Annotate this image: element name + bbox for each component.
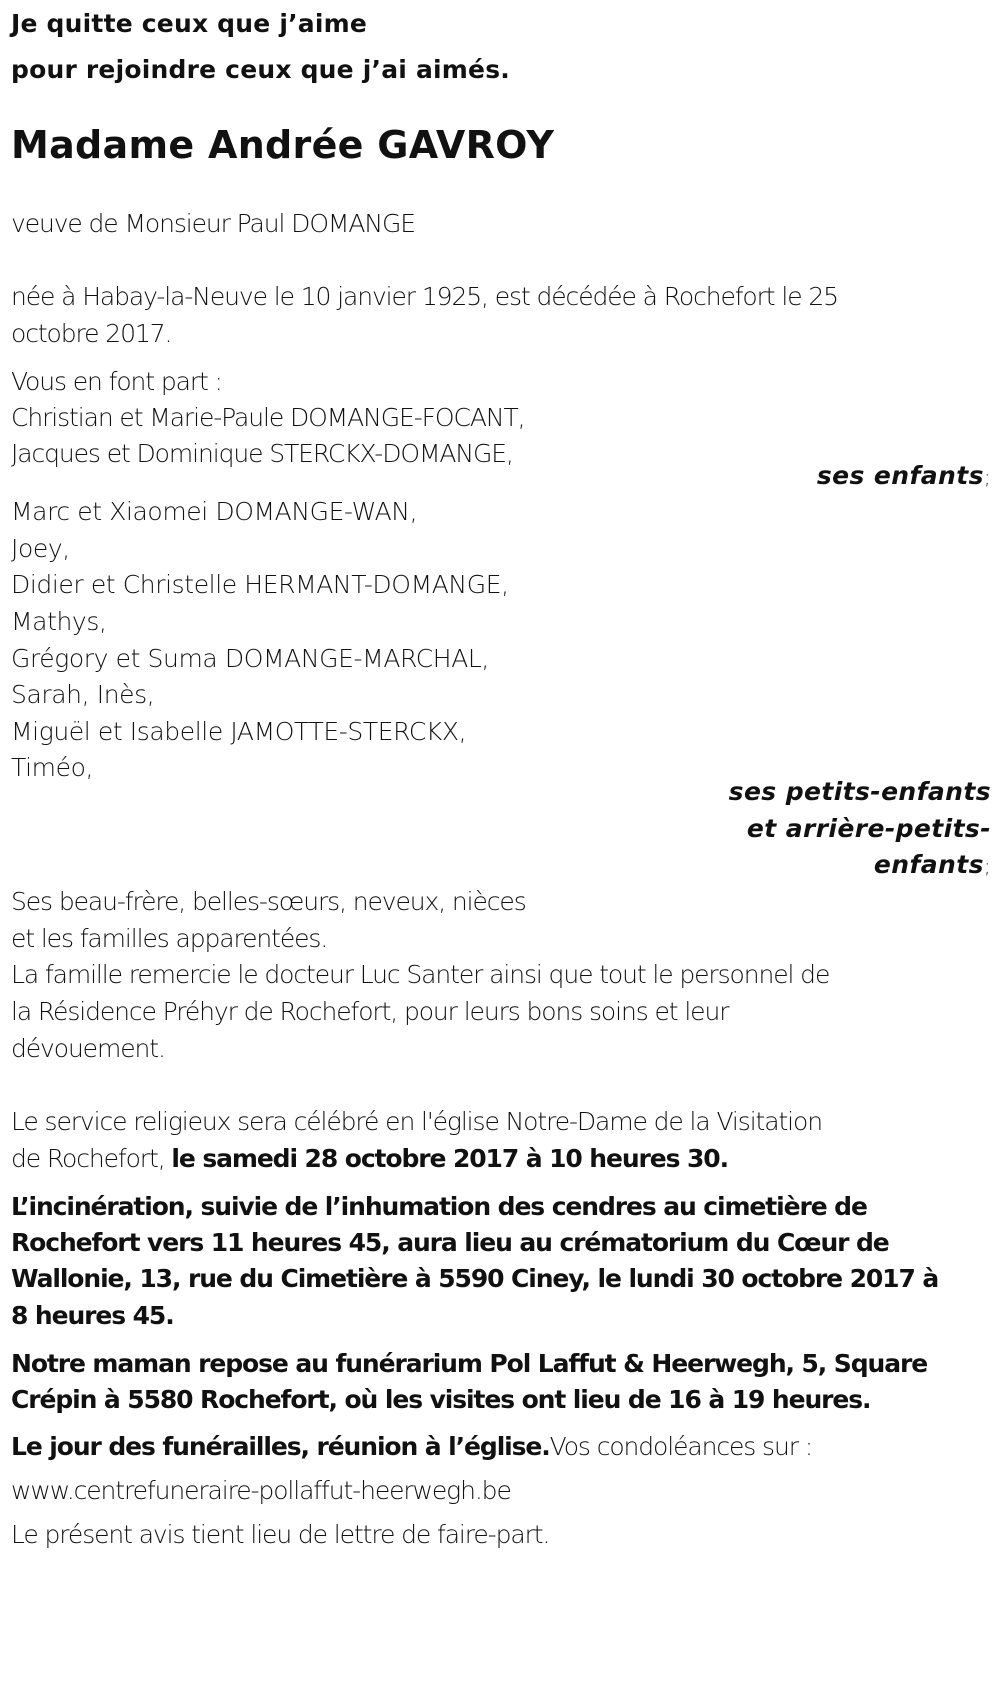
- cremation-line-1: L’incinération, suivie de l’inhumation des cendres au cimetière de: [11, 1192, 867, 1221]
- grandchild-entry: Timéo,: [11, 753, 94, 782]
- grandchild-entry: Sarah, Inès,: [11, 680, 155, 709]
- children-role-label: [817, 459, 991, 494]
- service-line-1: Le service religieux sera célébré en l'église Notre-Dame de la Visitation: [11, 1107, 822, 1136]
- grandchildren-role-line-1: ses petits-enfants: [728, 777, 991, 806]
- grandchild-entry: Grégory et Suma DOMANGE-MARCHAL,: [11, 644, 489, 673]
- grandchild-entry: Marc et Xiaomei DOMANGE-WAN,: [11, 497, 418, 526]
- service-line-2: [11, 1142, 728, 1176]
- epigraph-line-1: Je quitte ceux que j’aime: [11, 9, 368, 38]
- spouse-line: veuve de Monsieur Paul DOMANGE: [11, 209, 415, 238]
- thanks-line-3: dévouement.: [11, 1034, 165, 1063]
- meeting-info: Le jour des funérailles, réunion à l’église.: [11, 1432, 550, 1461]
- announcement-intro: Vous en font part :: [11, 367, 222, 396]
- meeting-line: [11, 1430, 812, 1464]
- grandchild-entry: Miguël et Isabelle JAMOTTE-STERCKX,: [11, 717, 467, 746]
- child-entry: Christian et Marie-Paule DOMANGE-FOCANT,: [11, 403, 525, 432]
- role-text: enfants: [873, 850, 984, 879]
- role-text: ses enfants: [816, 461, 984, 490]
- closing-line: Le présent avis tient lieu de lettre de faire-part.: [11, 1520, 550, 1549]
- cremation-line-2: Rochefort vers 11 heures 45, aura lieu au crématorium du Cœur de: [11, 1228, 889, 1257]
- service-datetime: le samedi 28 octobre 2017 à 10 heures 30.: [171, 1144, 728, 1173]
- grandchildren-role-line-3: [874, 848, 991, 883]
- epigraph-line-2: pour rejoindre ceux que j’ai aimés.: [11, 55, 510, 84]
- role-punct: ;: [983, 854, 991, 878]
- grandchild-entry: Joey,: [11, 534, 70, 563]
- birth-death-line-1: née à Habay-la-Neuve le 10 janvier 1925, est décédée à Rochefort le 25: [11, 282, 838, 311]
- grandchild-entry: Didier et Christelle HERMANT-DOMANGE,: [11, 570, 509, 599]
- grandchild-entry: Mathys,: [11, 607, 107, 636]
- others-line-2: et les familles apparentées.: [11, 924, 328, 953]
- thanks-line-2: la Résidence Préhyr de Rochefort, pour leurs bons soins et leur: [11, 997, 729, 1026]
- others-line-1: Ses beau-frère, belles-sœurs, neveux, nièces: [11, 887, 526, 916]
- child-entry: Jacques et Dominique STERCKX-DOMANGE,: [11, 439, 513, 468]
- role-punct: ;: [983, 465, 991, 489]
- funerarium-line-2: Crépin à 5580 Rochefort, où les visites ont lieu de 16 à 19 heures.: [11, 1385, 871, 1414]
- grandchildren-role-line-2: et arrière-petits-: [746, 814, 991, 843]
- birth-death-line-2: octobre 2017.: [11, 319, 172, 348]
- cremation-line-3: Wallonie, 13, rue du Cimetière à 5590 Ciney, le lundi 30 octobre 2017 à: [11, 1264, 939, 1293]
- service-place: de Rochefort,: [11, 1144, 172, 1173]
- condolences-label: Vos condoléances sur :: [549, 1432, 813, 1461]
- thanks-line-1: La famille remercie le docteur Luc Santer ainsi que tout le personnel de: [11, 960, 830, 989]
- cremation-line-4: 8 heures 45.: [11, 1301, 174, 1330]
- website-link[interactable]: www.centrefuneraire-pollaffut-heerwegh.be: [11, 1476, 511, 1505]
- deceased-name: Madame Andrée GAVROY: [11, 123, 555, 167]
- funerarium-line-1: Notre maman repose au funérarium Pol Laffut & Heerwegh, 5, Square: [11, 1349, 928, 1378]
